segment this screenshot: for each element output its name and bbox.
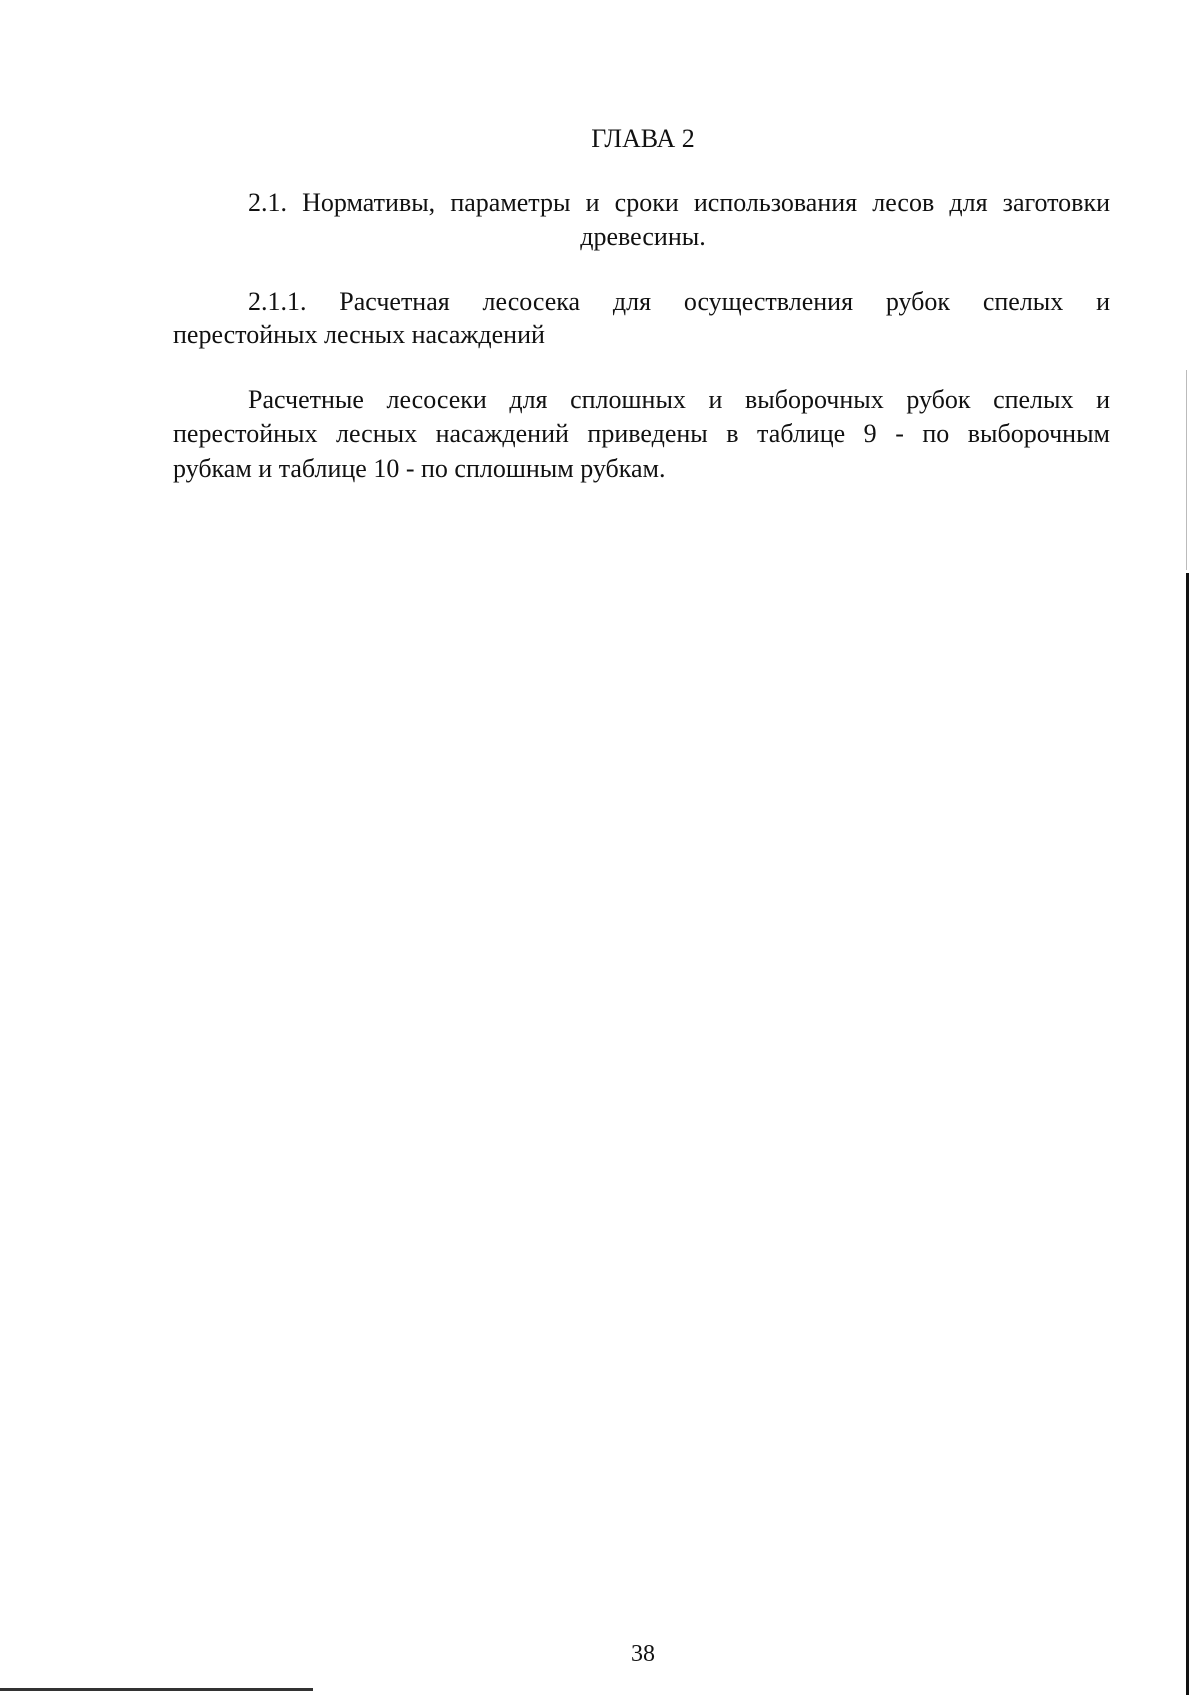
subsection-title-line-1: 2.1.1. Расчетная лесосека для осуществления рубок спелых и (248, 287, 1110, 316)
paragraph-line-2: перестойных лесных насаждений приведены в таблице 9 - по выборочным (173, 419, 1110, 448)
scan-bottom-edge-line (0, 1688, 313, 1691)
section-title-line-1: 2.1. Нормативы, параметры и сроки использования лесов для заготовки (248, 188, 1110, 217)
scan-edge-faint (1186, 370, 1187, 570)
scan-edge-line (1186, 573, 1189, 1695)
page-number: 38 (631, 1641, 655, 1667)
paragraph-line-3: рубкам и таблице 10 - по сплошным рубкам. (173, 454, 666, 483)
paragraph-line-1: Расчетные лесосеки для сплошных и выборочных рубок спелых и (248, 385, 1110, 414)
chapter-heading: ГЛАВА 2 (591, 124, 695, 153)
subsection-title-line-2: перестойных лесных насаждений (173, 320, 545, 349)
section-title-line-2: древесины. (580, 222, 706, 251)
